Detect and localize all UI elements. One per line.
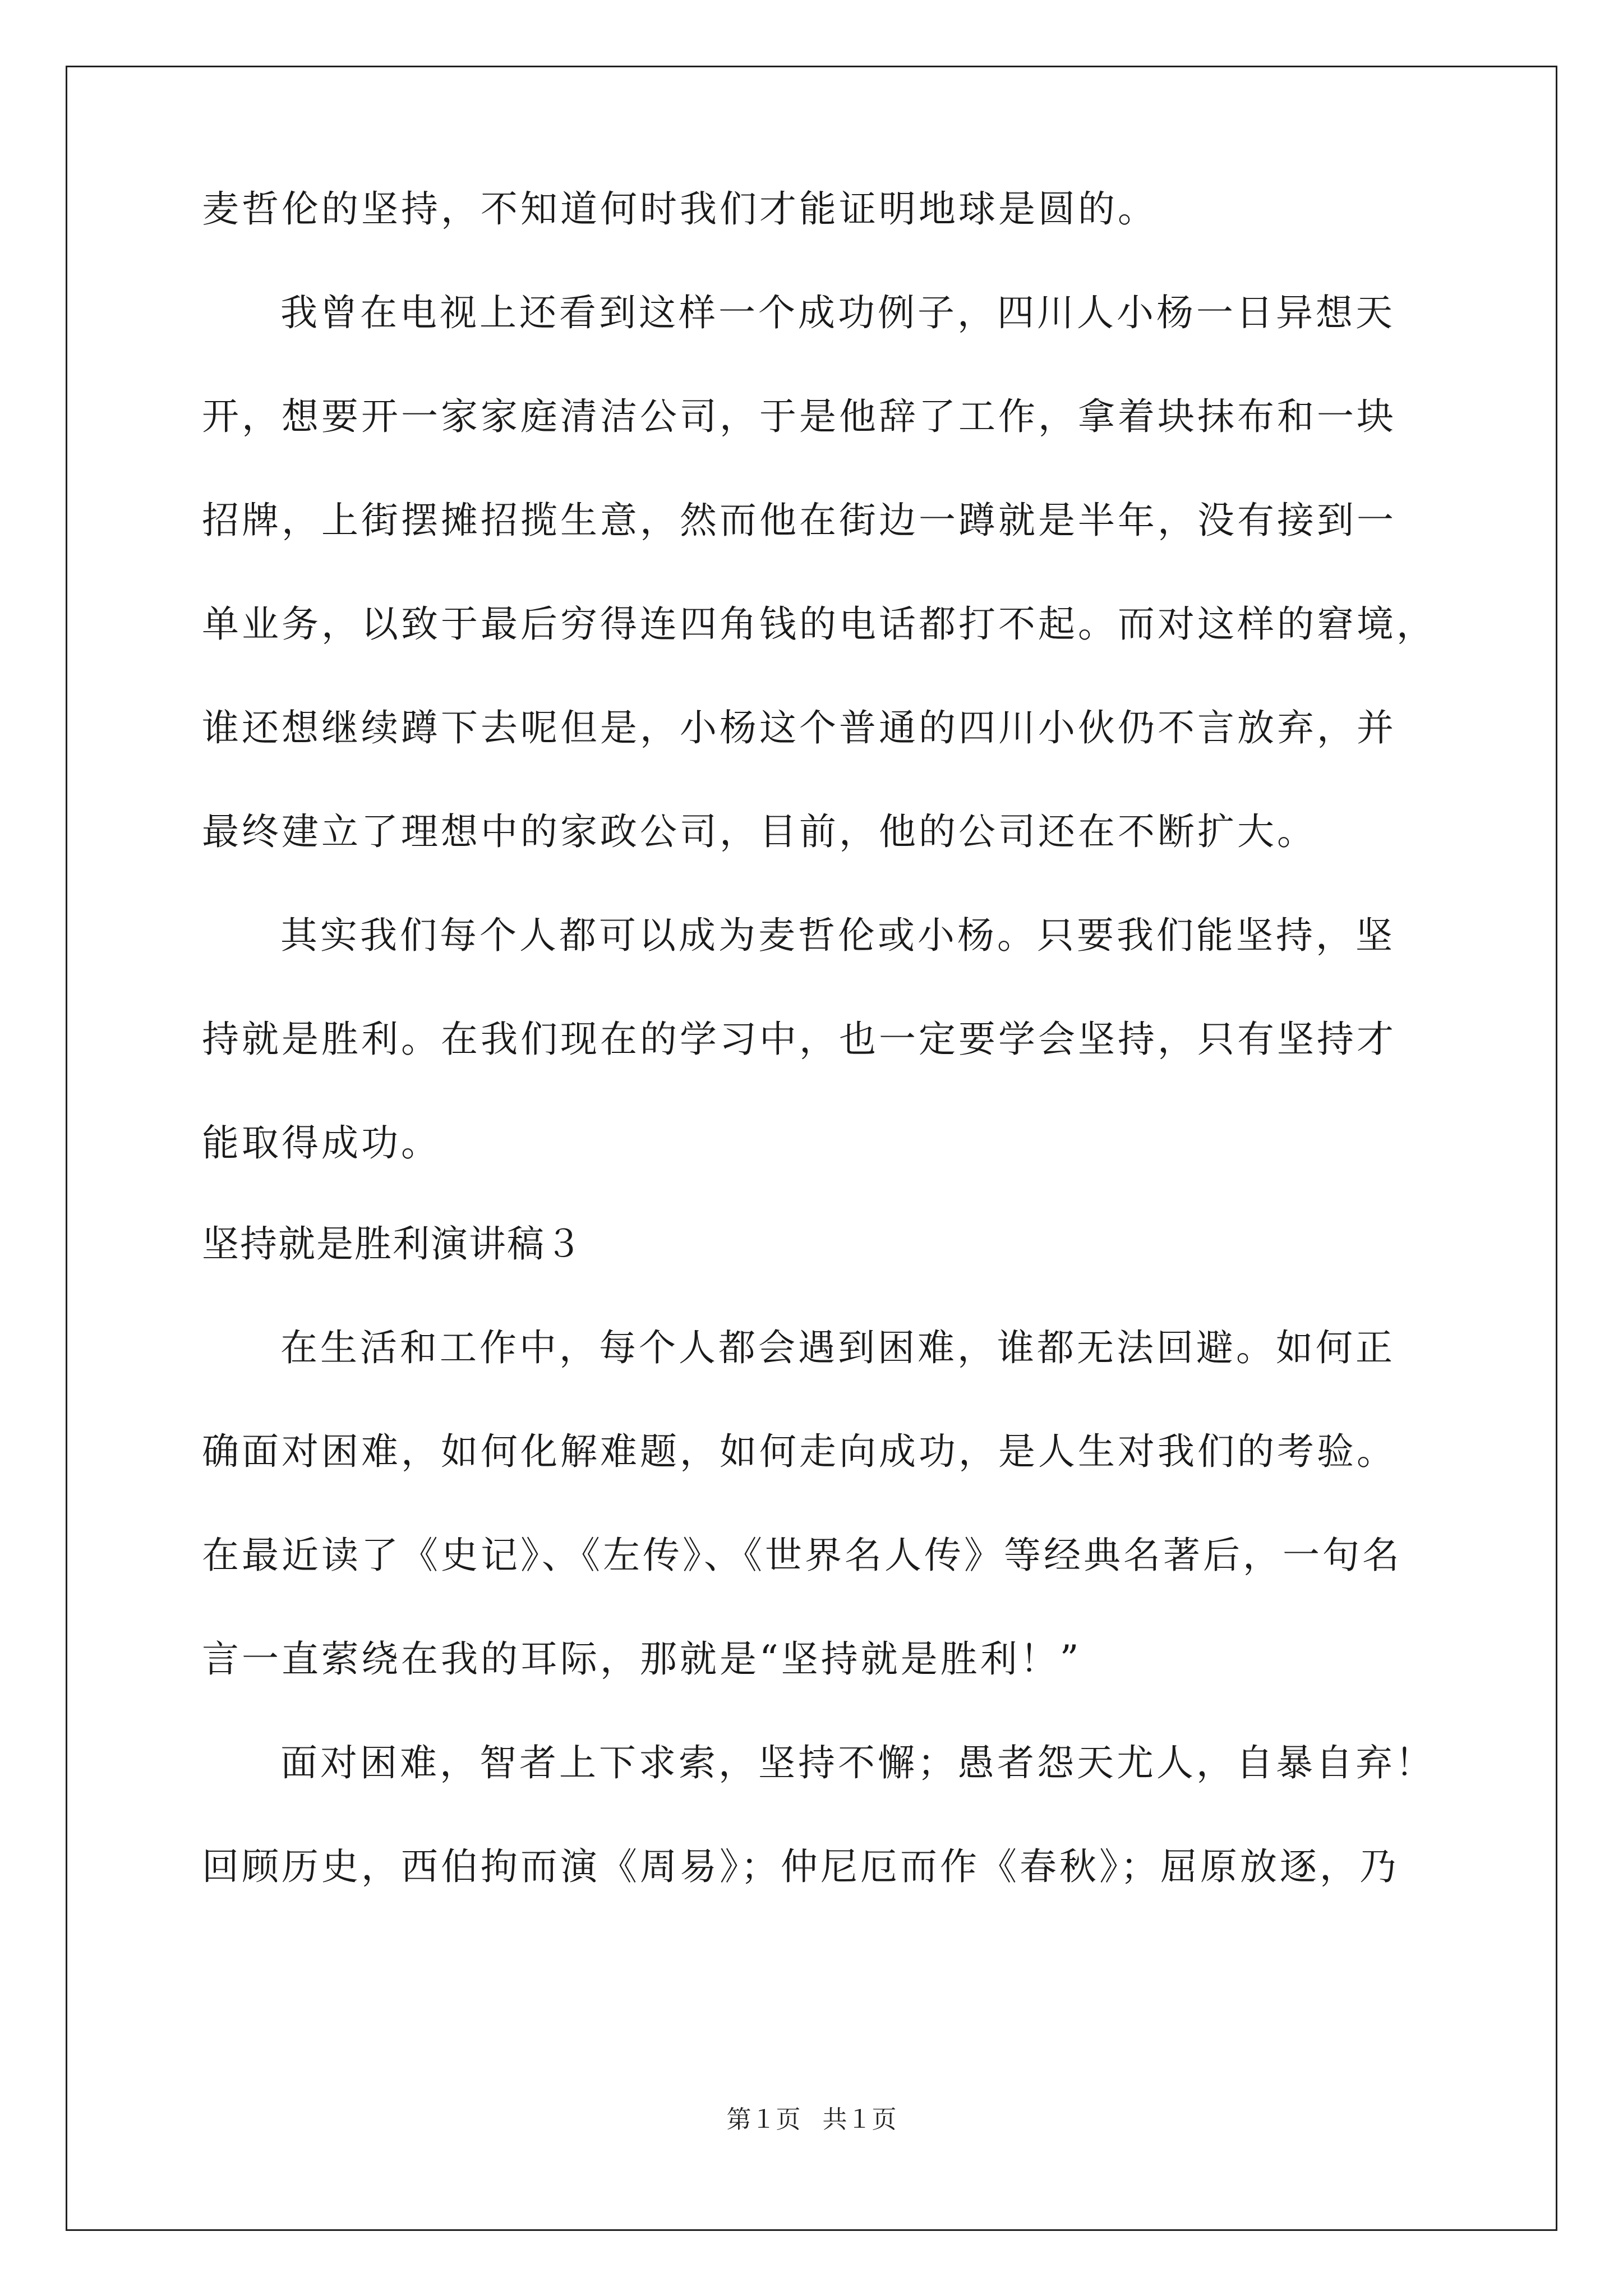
section-heading: 坚持就是胜利演讲稿３ xyxy=(202,1222,583,1266)
text-line: 确面对困难，如何化解难题，如何走向成功，是人生对我们的考验。 xyxy=(202,1430,1396,1473)
text-line: 能取得成功。 xyxy=(202,1121,441,1165)
paragraph-start-line: 面对困难，智者上下求索，坚持不懈；愚者怨天尤人，自暴自弃！ xyxy=(280,1741,1435,1784)
paragraph-start-line: 在生活和工作中，每个人都会遇到困难，谁都无法回避。如何正 xyxy=(280,1326,1395,1369)
text-line: 在最近读了《史记》、《左传》、《世界名人传》等经典名著后，一句名 xyxy=(202,1534,1402,1577)
page-total: 共１页 xyxy=(822,2106,897,2133)
text-line: 言一直萦绕在我的耳际，那就是“坚持就是胜利！” xyxy=(202,1637,1082,1681)
text-line: 回顾历史，西伯拘而演《周易》；仲尼厄而作《春秋》；屈原放逐，乃 xyxy=(202,1845,1399,1888)
page-number: 第１页 xyxy=(726,2106,801,2133)
text-line: 麦哲伦的坚持，不知道何时我们才能证明地球是圆的。 xyxy=(202,187,1158,231)
paragraph-start-line: 我曾在电视上还看到这样一个成功例子，四川人小杨一日异想天 xyxy=(280,291,1395,334)
page-footer xyxy=(0,2099,1623,2135)
text-line: 单业务，以致于最后穷得连四角钱的电话都打不起。而对这样的窘境， xyxy=(202,602,1436,646)
text-line: 招牌，上街摆摊招揽生意，然而他在街边一蹲就是半年，没有接到一 xyxy=(202,499,1396,542)
text-line: 开，想要开一家家庭清洁公司，于是他辞了工作，拿着块抹布和一块 xyxy=(202,395,1396,438)
text-line: 最终建立了理想中的家政公司，目前，他的公司还在不断扩大。 xyxy=(202,810,1317,853)
paragraph-start-line: 其实我们每个人都可以成为麦哲伦或小杨。只要我们能坚持，坚 xyxy=(280,914,1395,957)
text-line: 持就是胜利。在我们现在的学习中，也一定要学会坚持，只有坚持才 xyxy=(202,1018,1396,1061)
text-line: 谁还想继续蹲下去呢但是，小杨这个普通的四川小伙仍不言放弃，并 xyxy=(202,706,1396,749)
